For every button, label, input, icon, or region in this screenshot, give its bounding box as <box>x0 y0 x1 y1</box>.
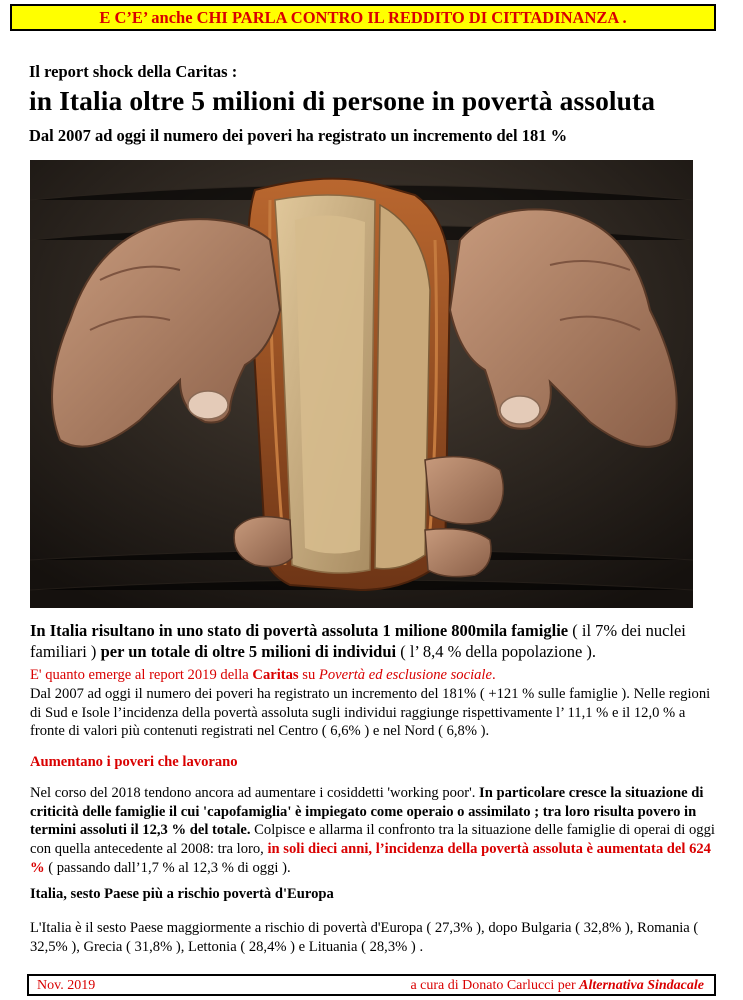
lead-part-3: per un totale di oltre 5 milioni di individui <box>100 642 397 661</box>
source-suffix: . <box>491 667 496 683</box>
subtitle: Dal 2007 ad oggi il numero dei poveri ha registrato un incremento del 181 % <box>29 126 568 145</box>
section-title-europe: Italia, sesto Paese più a rischio povertà d'Europa <box>30 886 334 902</box>
paragraph-1: Dal 2007 ad oggi il numero dei poveri ha registrato un incremento del 181% ( +121 % sulle famiglie ). Nelle regioni di Sud e Isole l’incidenza della povertà assoluta sugli individui raggiunge rispettivamente l’ 11,1 % e il 12,0 % a fronte di valori più contenuti registrati nel Centro ( 6,6% ) e nel Nord ( 6,8% ). <box>30 686 711 740</box>
para2-a: Nel corso del 2018 tendono ancora ad aumentare i cosiddetti 'working poor'. <box>30 785 480 801</box>
lead-part-2: ( il 7% dei nuclei familiari ) <box>30 621 686 661</box>
source-mid: su <box>298 667 319 683</box>
para2-c: Colpisce e allarma il confronto tra la situazione delle famiglie di operai di oggi con quella antecedente al 2008: tra loro, <box>30 822 715 858</box>
para2-b: In particolare cresce la situazione di criticità delle famiglie il cui 'capofamiglia' è impiegato come operaio o assimilato ; tra loro risulta povero in termini assoluti il 12,3 % del totale. <box>30 785 704 839</box>
footer-credit <box>410 976 704 995</box>
source-report: Povertà ed esclusione sociale <box>318 667 492 683</box>
source-line <box>30 666 720 685</box>
footer-credit-prefix: a cura di Donato Carlucci per <box>410 978 580 993</box>
paragraph-3: L'Italia è il sesto Paese maggiormente a rischio di povertà d'Europa ( 27,3% ), dopo Bulgaria ( 32,8% ), Romania ( 32,5% ), Grecia ( 31,8% ), Lettonia ( 28,4% ) e Lituania ( 28,3% ) . <box>30 920 699 955</box>
kicker: Il report shock della Caritas : <box>29 62 238 81</box>
para2-d: in soli dieci anni, l’incidenza della povertà assoluta è aumentata del 624 % <box>30 841 711 876</box>
page-title: in Italia oltre 5 milioni di persone in povertà assoluta <box>29 85 656 116</box>
section-title-working-poor: Aumentano i poveri che lavorano <box>30 754 238 770</box>
source-org: Caritas <box>252 667 299 683</box>
top-banner: E C’E’ anche CHI PARLA CONTRO IL REDDITO DI CITTADINANZA . <box>10 4 716 31</box>
source-prefix: E' quanto emerge al report 2019 della <box>30 667 253 683</box>
empty-wallet-photo <box>30 160 693 608</box>
footer-credit-org: Alternativa Sindacale <box>579 978 704 993</box>
footer-date: Nov. 2019 <box>37 978 96 993</box>
empty-wallet-hands-icon <box>30 160 693 608</box>
lead-part-4: ( l’ 8,4 % della popolazione ). <box>396 642 597 661</box>
paragraph-2 <box>30 784 720 878</box>
lead-paragraph <box>30 620 710 662</box>
para2-e: ( passando dall’1,7 % al 12,3 % di oggi ). <box>44 859 291 876</box>
footer <box>27 974 716 996</box>
lead-part-1: In Italia risultano in uno stato di povertà assoluta 1 milione 800mila famiglie <box>30 621 569 640</box>
